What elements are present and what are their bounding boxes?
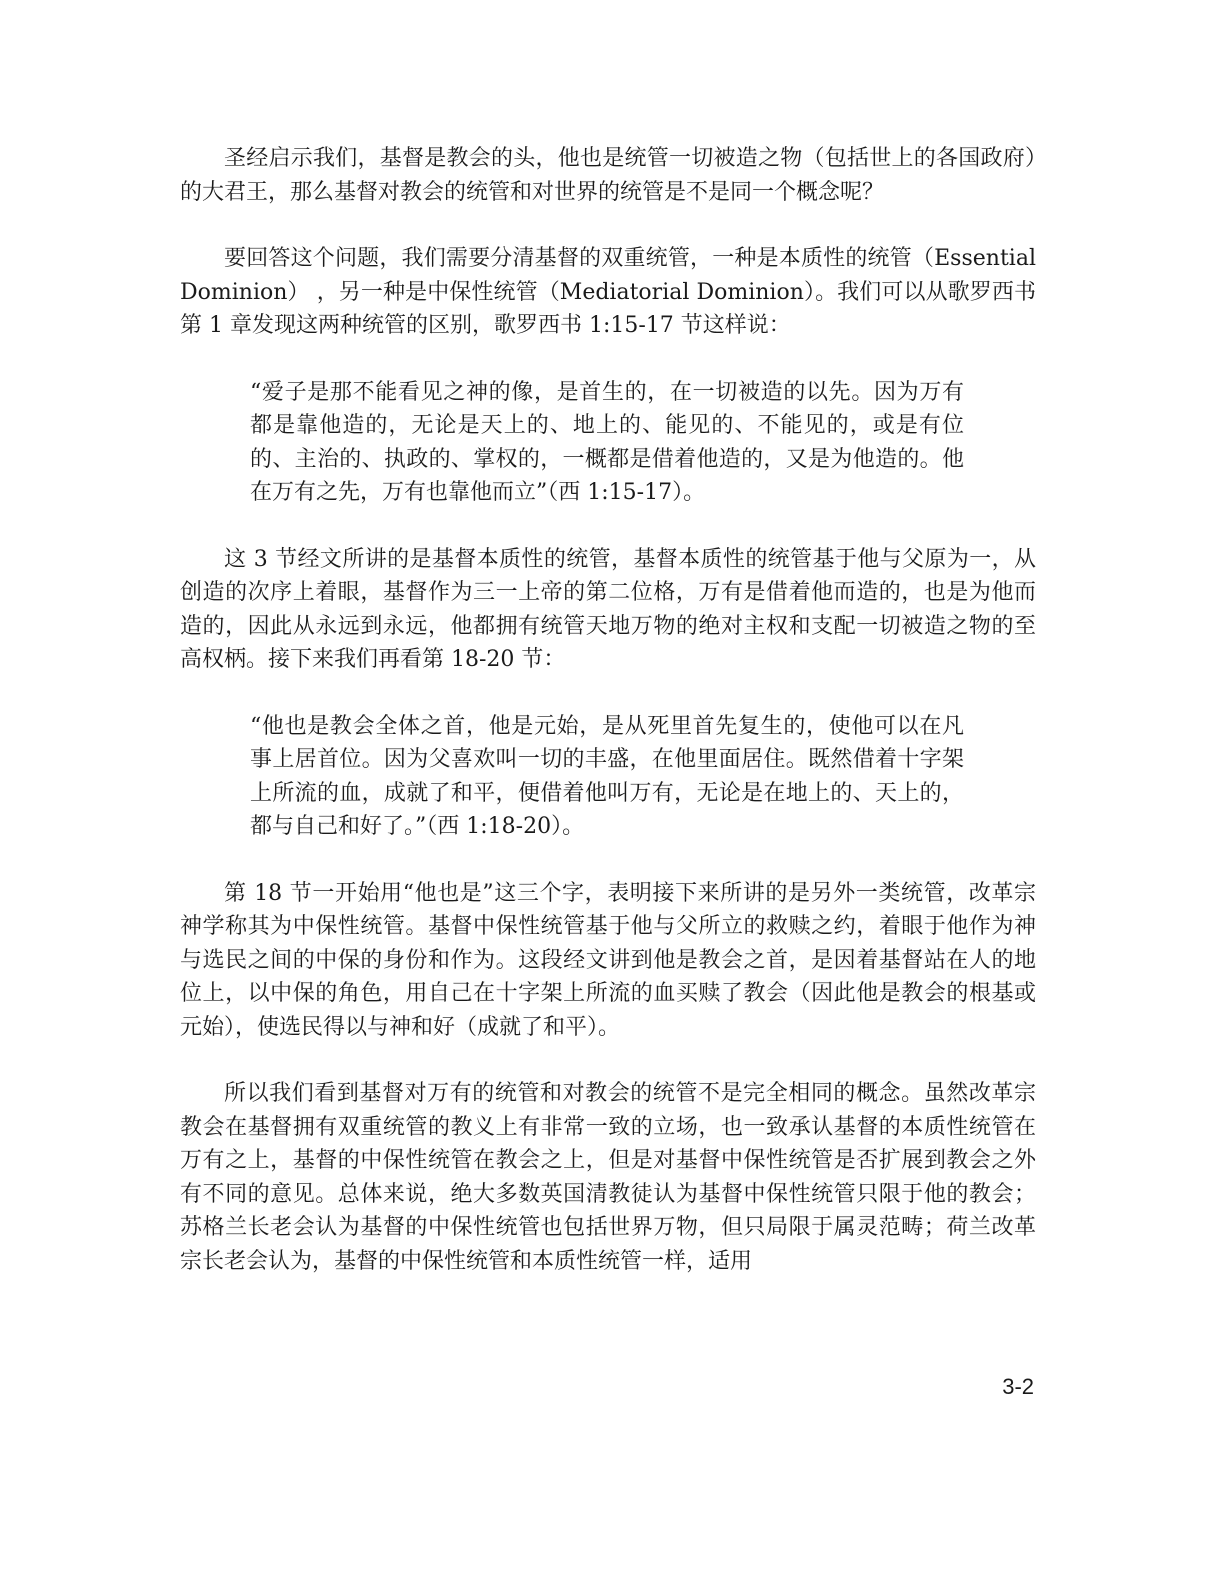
document-page [180,142,1036,1278]
paragraph-essential-dominion: 这 3 节经文所讲的是基督本质性的统管，基督本质性的统管基于他与父原为一，从创造的次序上着眼，基督作为三一上帝的第二位格，万有是借着他而造的，也是为他而造的，因此从永远到永远，他都拥有统管天地万物的绝对主权和支配一切被造之物的至高权柄。接下来我们再看第 18-20 节： [180,546,1036,672]
scripture-quote-colossians-1-15-17: “爱子是那不能看见之神的像，是首生的，在一切被造的以先。因为万有都是靠他造的，无论是天上的、地上的、能见的、不能见的，或是有位的、主治的、执政的、掌权的，一概都是借着他造的，又是为他造的。他在万有之先，万有也靠他而立”（西 1:15-17）。 [250,379,964,505]
paragraph-mediatorial-dominion: 第 18 节一开始用“他也是”这三个字，表明接下来所讲的是另外一类统管，改革宗神学称其为中保性统管。基督中保性统管基于他与父所立的救赎之约，着眼于他作为神与选民之间的中保的身份和作为。这段经文讲到他是教会之首，是因着基督站在人的地位上，以中保的角色，用自己在十字架上所流的血买赎了教会（因此他是教会的根基或元始），使选民得以与神和好（成就了和平）。 [180,880,1036,1040]
paragraph-dual-dominion: 要回答这个问题，我们需要分清基督的双重统管，一种是本质性的统管（Essential Dominion） ，另一种是中保性统管（Mediatorial Dominion）。我们可以从歌罗西书第 1 章发现这两种统管的区别，歌罗西书 1:15-17 节这样说： [180,246,1036,338]
paragraph-conclusion: 所以我们看到基督对万有的统管和对教会的统管不是完全相同的概念。虽然改革宗教会在基督拥有双重统管的教义上有非常一致的立场，也一致承认基督的本质性统管在万有之上，基督的中保性统管在教会之上，但是对基督中保性统管是否扩展到教会之外有不同的意见。总体来说，绝大多数英国清教徒认为基督中保性统管只限于他的教会；苏格兰长老会认为基督的中保性统管也包括世界万物，但只局限于属灵范畴；荷兰改革宗长老会认为，基督的中保性统管和本质性统管一样，适用 [180,1081,1036,1274]
page-number: 3-2 [1002,1374,1034,1399]
scripture-quote-colossians-1-18-20: “他也是教会全体之首，他是元始，是从死里首先复生的，使他可以在凡事上居首位。因为父喜欢叫一切的丰盛，在他里面居住。既然借着十字架上所流的血，成就了和平，便借着他叫万有，无论是在地上的、天上的，都与自己和好了。”（西 1:18-20）。 [250,713,964,839]
paragraph-intro: 圣经启示我们，基督是教会的头，他也是统管一切被造之物（包括世上的各国政府）的大君王，那么基督对教会的统管和对世界的统管是不是同一个概念呢？ [180,146,1036,205]
